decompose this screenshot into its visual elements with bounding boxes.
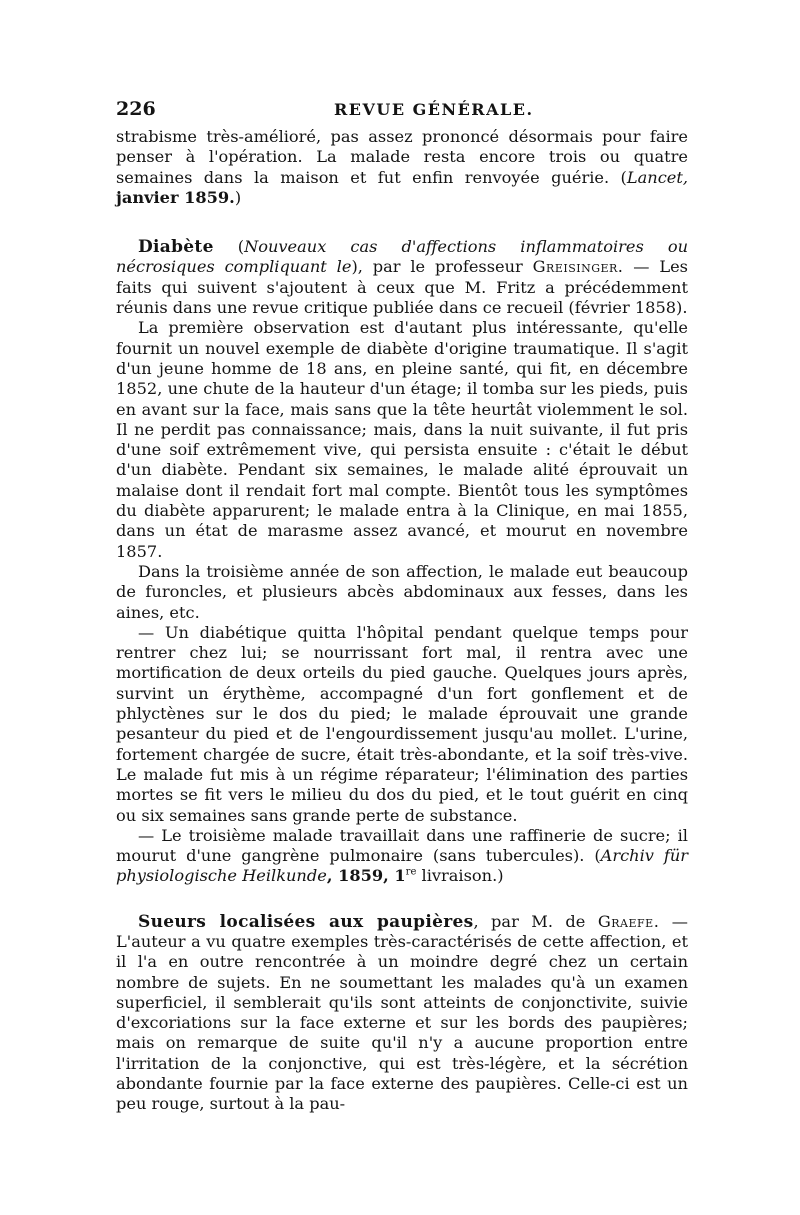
sueurs-text: — L'auteur a vu quatre exemples très-caractérisés de cette affection, et il l'a en outre rencontrée à un moindre degré chez un certain nombre de sujets. En ne soumettant les malades qu'à un examen superficiel, il semblerait qu'ils sont atteints de conjonctivite, suivie d'excoriations sur la face externe et sur les bords des paupières; mais on remarque de suite qu'il n'y a aucune proportion entre l'irritation de la conjonctive, qui est très-légère, et la sécrétion abondante fournie par la face externe des paupières. Celle-ci est un peu rouge, surtout à la pau- — [116, 911, 688, 1114]
diabete-title: Diabète — [138, 237, 214, 258]
diabete-paragraph-2: Dans la troisième année de son affection, le malade eut beaucoup de furoncles, et plusieurs abcès abdominaux aux fesses, dans les aines, etc. — [116, 561, 688, 622]
diabete-intro-paragraph — [116, 237, 688, 318]
diabete-last-text: — Le troisième malade travaillait dans une raffinerie de sucre; il mourut d'une gangrène pulmonaire (sans tubercules). ( — [116, 825, 688, 866]
diabete-paragraph-4 — [116, 826, 688, 887]
running-title: REVUE GÉNÉRALE. — [334, 100, 534, 119]
diabete-last-year: , 1859, 1 — [326, 866, 406, 886]
page-number: 226 — [116, 98, 156, 120]
diabete-author: Greisinger. — [532, 257, 624, 277]
diabete-last-sup: re — [405, 867, 417, 878]
sueurs-author-prefix: , par M. de — [473, 911, 598, 931]
diabete-intro-text: — Les faits qui suivent s'ajoutent à ceux que M. Fritz a précédemment réunis dans une revue critique publiée dans ce recueil (février 1858). — [116, 257, 688, 318]
diabete-author-prefix: ), par le professeur — [351, 257, 533, 277]
source-date: janvier 1859. — [116, 187, 235, 207]
diabete-subtitle-open: ( — [213, 237, 245, 257]
continuation-text: strabisme très-amélioré, pas assez prononcé désormais pour faire penser à l'opération. La malade resta encore trois ou quatre semaines dans la maison et fut enfin renvoyée guérie. ( — [116, 127, 688, 187]
sueurs-title: Sueurs localisées aux paupières — [138, 911, 474, 932]
page-header — [116, 98, 686, 122]
page-body — [116, 127, 688, 1115]
sueurs-paragraph — [116, 912, 688, 1115]
diabete-last-end: livraison.) — [416, 866, 504, 886]
diabete-last-journal: Archiv für physiologische Heilkunde — [116, 846, 688, 886]
sueurs-author: Graefe. — [597, 911, 660, 931]
diabete-paragraph-3: — Un diabétique quitta l'hôpital pendant quelque temps pour rentrer chez lui; se nourrissant fort mal, il rentra avec une mortification de deux orteils du pied gauche. Quelques jours après, survint un érythème, accompagné d'un fort gonflement et de phlyctènes sur le dos du pied; le malade éprouvait une grande pesanteur du pied et de l'engourdissement jusqu'au mollet. L'urine, fortement chargée de sucre, était très-abondante, et la soif très-vive. Le malade fut mis à un régime réparateur; l'élimination des parties mortes se fit vers le milieu du dos du pied, et le tout guérit en cinq ou six semaines sans grande perte de substance. — [116, 622, 688, 825]
source-closing: ) — [234, 187, 242, 207]
diabete-subtitle: Nouveaux cas d'affections inflammatoires ou nécrosiques compliquant le — [116, 237, 688, 277]
continuation-paragraph — [116, 127, 688, 208]
source-journal: Lancet, — [626, 167, 688, 187]
diabete-paragraph-1: La première observation est d'autant plus intéressante, qu'elle fournit un nouvel exemple de diabète d'origine traumatique. Il s'agit d'un jeune homme de 18 ans, en pleine santé, qui fit, en décembre 1852, une chute de la hauteur d'un étage; il tomba sur les pieds, puis en avant sur la face, mais sans que la tête heurtât violemment le sol. Il ne perdit pas connaissance; mais, dans la nuit suivante, il fut pris d'une soif extrêmement vive, qui persista ensuite : c'était le début d'un diabète. Pendant six semaines, le malade alité éprouvait un malaise dont il rendait fort mal compte. Bientôt tous les symptômes du diabète apparurent; le malade entra à la Clinique, en mai 1855, dans un état de marasme assez avancé, et mourut en novembre 1857. — [116, 318, 688, 561]
